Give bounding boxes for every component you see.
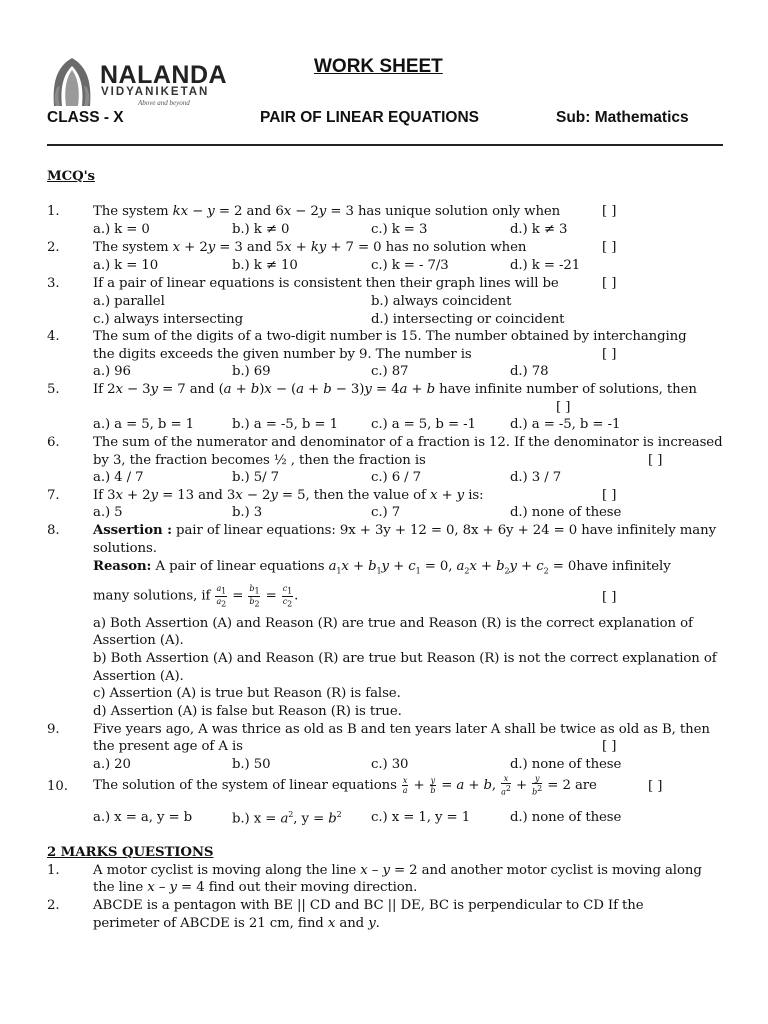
q10-option-d: d.) none of these [510,810,622,825]
q8-answer-bracket: [ ] [602,590,617,605]
q10-text: The solution of the system of linear equations $\frac{x}{a}$ + $\frac{y}{b}$ = a + b, $\frac{x}{a^2}$ + $\frac{y}{b^2}$ = 2 are [93,774,597,797]
q5-option-c: c.) a = 5, b = -1 [371,417,476,432]
mcq-heading: MCQ's [47,169,95,184]
q10-option-a: a.) x = a, y = b [93,810,193,825]
tm2-text-line2: perimeter of ABCDE is 21 cm, find x and y. [93,916,380,931]
q8-reason: Reason: A pair of linear equations $a_1x + b_1y + c_1 = 0$, $a_2x + b_2y + c_2$ = 0have infinitely [93,559,671,576]
q10-answer-bracket: [ ] [648,779,663,794]
q2-text: The system x + 2y = 3 and 5x + ky + 7 = 0 has no solution when [93,240,527,255]
q8-option-b-line2: Assertion (A). [93,669,184,684]
q3-option-b: b.) always coincident [371,294,512,309]
q7-option-b: b.) 3 [232,505,263,520]
q4-option-c: c.) 87 [371,364,409,379]
logo-emblem-icon [48,56,96,110]
subject-label: Sub: Mathematics [556,109,689,126]
tm1-text-line1: A motor cyclist is moving along the line x – y = 2 and another motor cyclist is moving along [93,863,702,878]
q3-option-a: a.) parallel [93,294,165,309]
q10-option-b: b.) $x = a^2$, $y = b^2$ [232,810,342,827]
tm2-number: 2. [47,898,60,913]
q5-text: If 2x − 3y = 7 and (a + b)x − (a + b − 3)y = 4a + b have infinite number of solutions, then [93,382,697,397]
q2-option-d: d.) k = -21 [510,258,581,273]
q6-option-d: d.) 3 / 7 [510,470,562,485]
q10-number: 10. [47,779,68,794]
q9-option-a: a.) 20 [93,757,131,772]
q8-number: 8. [47,523,60,538]
q6-answer-bracket: [ ] [648,453,663,468]
q9-option-c: c.) 30 [371,757,409,772]
q2-option-c: c.) k = - 7/3 [371,258,449,273]
q3-answer-bracket: [ ] [602,276,617,291]
q1-text: The system kx − y = 2 and 6x − 2y = 3 has unique solution only when [93,204,561,219]
q8-reason-condition: many solutions, if $\frac{a_1}{a_2}$ = $\frac{b_1}{b_2}$ = $\frac{c_1}{c_2}$ . [93,584,299,609]
topic-label: PAIR OF LINEAR EQUATIONS [260,109,480,126]
q7-option-d: d.) none of these [510,505,622,520]
q4-option-a: a.) 96 [93,364,131,379]
tm2-text-line1: ABCDE is a pentagon with BE || CD and BC || DE, BC is perpendicular to CD If the [93,898,644,913]
q8-option-c: c) Assertion (A) is true but Reason (R) is false. [93,686,401,701]
q1-option-b: b.) k ≠ 0 [232,222,290,237]
q4-number: 4. [47,329,60,344]
q6-number: 6. [47,435,60,450]
q8-assertion: Assertion : pair of linear equations: 9x + 3y + 12 = 0, 8x + 6y + 24 = 0 have infinitely many [93,523,716,538]
q5-option-b: b.) a = -5, b = 1 [232,417,338,432]
q3-option-c: c.) always intersecting [93,312,244,327]
q2-number: 2. [47,240,60,255]
q7-option-a: a.) 5 [93,505,123,520]
q6-option-c: c.) 6 / 7 [371,470,422,485]
q5-option-d: d.) a = -5, b = -1 [510,417,621,432]
header-divider [47,144,723,146]
q3-text: If a pair of linear equations is consistent then their graph lines will be [93,276,559,291]
q4-option-b: b.) 69 [232,364,271,379]
q1-option-d: d.) k ≠ 3 [510,222,568,237]
q8-option-b: b) Both Assertion (A) and Reason (R) are true but Reason (R) is not the correct explanation of [93,651,717,666]
tm1-number: 1. [47,863,60,878]
q5-answer-bracket: [ ] [556,400,571,415]
q1-answer-bracket: [ ] [602,204,617,219]
q8-option-a-line2: Assertion (A). [93,633,184,648]
logo-tagline: Above and beyond [138,99,190,107]
q4-answer-bracket: [ ] [602,347,617,362]
q2-option-a: a.) k = 10 [93,258,159,273]
q7-option-c: c.) 7 [371,505,401,520]
q1-option-c: c.) k = 3 [371,222,428,237]
q7-number: 7. [47,488,60,503]
q4-text-line1: The sum of the digits of a two-digit number is 15. The number obtained by interchanging [93,329,687,344]
q6-text-line2: by 3, the fraction becomes ½ , then the fraction is [93,453,426,468]
q3-option-d: d.) intersecting or coincident [371,312,565,327]
logo-subtitle: VIDYANIKETAN [101,86,210,98]
q10-option-c: c.) x = 1, y = 1 [371,810,471,825]
q9-text-line1: Five years ago, A was thrice as old as B and ten years later A shall be twice as old as B, then [93,722,710,737]
class-label: CLASS - X [47,109,124,126]
two-marks-heading: 2 MARKS QUESTIONS [47,845,214,860]
q4-option-d: d.) 78 [510,364,549,379]
q3-number: 3. [47,276,60,291]
q9-number: 9. [47,722,60,737]
q2-option-b: b.) k ≠ 10 [232,258,298,273]
q8-assertion-line2: solutions. [93,541,157,556]
q9-option-d: d.) none of these [510,757,622,772]
page-title: WORK SHEET [314,56,443,77]
q6-option-b: b.) 5/ 7 [232,470,279,485]
q1-option-a: a.) k = 0 [93,222,150,237]
q4-text-line2: the digits exceeds the given number by 9. The number is [93,347,472,362]
q9-text-line2: the present age of A is [93,739,243,754]
q5-option-a: a.) a = 5, b = 1 [93,417,194,432]
q8-option-d: d) Assertion (A) is false but Reason (R) is true. [93,704,402,719]
q5-number: 5. [47,382,60,397]
q9-option-b: b.) 50 [232,757,271,772]
q6-text-line1: The sum of the numerator and denominator of a fraction is 12. If the denominator is increased [93,435,723,450]
q2-answer-bracket: [ ] [602,240,617,255]
logo-name: NALANDA [100,61,228,89]
q8-option-a: a) Both Assertion (A) and Reason (R) are true and Reason (R) is the correct explanation of [93,616,693,631]
q7-text: If 3x + 2y = 13 and 3x − 2y = 5, then the value of x + y is: [93,488,484,503]
q6-option-a: a.) 4 / 7 [93,470,144,485]
q7-answer-bracket: [ ] [602,488,617,503]
tm1-text-line2: the line x – y = 4 find out their moving direction. [93,880,418,895]
q1-number: 1. [47,204,60,219]
q9-answer-bracket: [ ] [602,739,617,754]
